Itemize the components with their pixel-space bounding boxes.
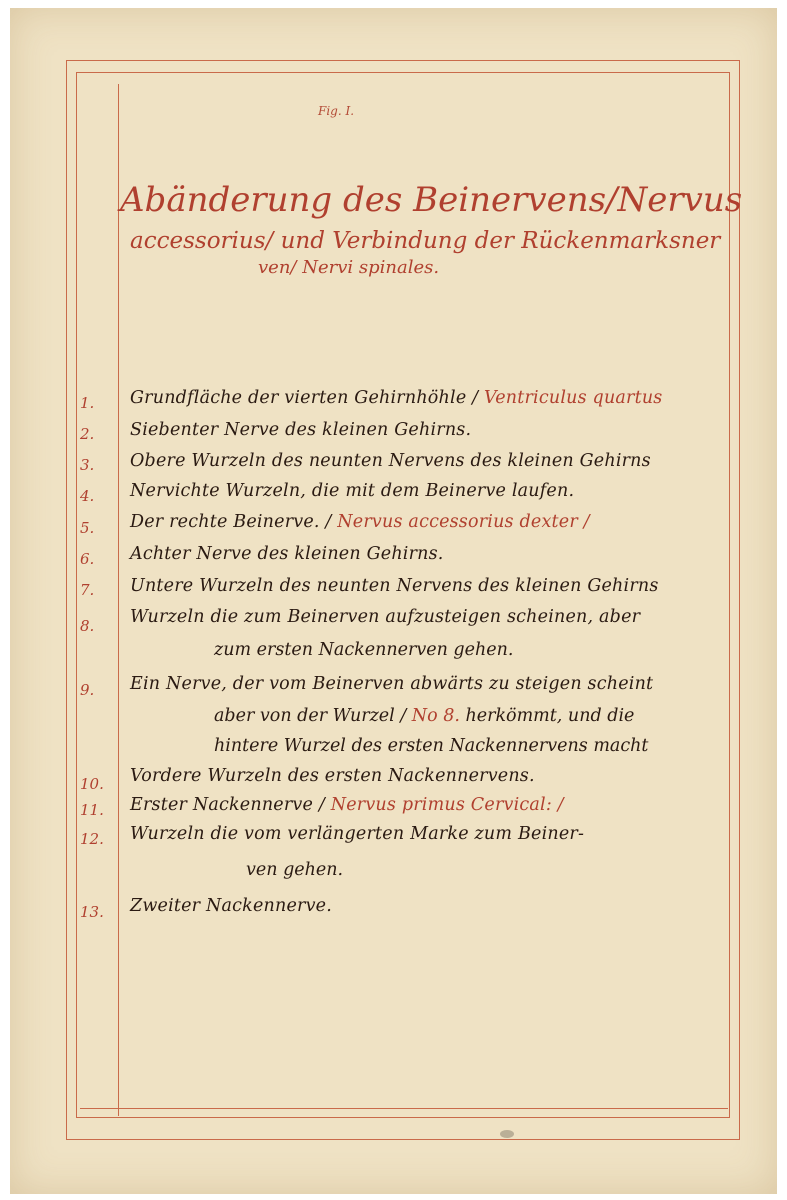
list-item-continuation: zum ersten Nackennerven gehen.	[214, 640, 514, 660]
item-number: 9.	[80, 681, 95, 699]
title-line-1: Abänderung des Beinervens/Nervus	[120, 180, 743, 220]
number-column-line	[118, 84, 119, 1116]
continuation-text: aber von der Wurzel /	[214, 706, 412, 726]
latin-term: Ventriculus quartus	[484, 388, 663, 408]
list-item: Nervichte Wurzeln, die mit dem Beinerve laufen.	[130, 481, 575, 501]
item-number: 6.	[80, 550, 95, 568]
item-number: 7.	[80, 581, 95, 599]
title-line-3: ven/ Nervi spinales.	[258, 257, 440, 278]
item-number: 4.	[80, 487, 95, 505]
list-item	[130, 388, 663, 408]
item-number: 8.	[80, 617, 95, 635]
item-number: 3.	[80, 456, 95, 474]
list-item: Wurzeln die zum Beinerven aufzusteigen scheinen, aber	[130, 607, 641, 627]
item-number: 2.	[80, 425, 95, 443]
list-item: Vordere Wurzeln des ersten Nackennervens.	[130, 766, 535, 786]
ink-smudge	[500, 1130, 514, 1138]
figure-label: Fig. I.	[318, 104, 355, 118]
item-number: 10.	[80, 775, 104, 793]
list-item: Wurzeln die vom verlängerten Marke zum Beiner-	[130, 824, 585, 844]
latin-term: Nervus primus Cervical: /	[330, 795, 564, 815]
list-item: Untere Wurzeln des neunten Nervens des kleinen Gehirns	[130, 576, 659, 596]
item-text: Der rechte Beinerve. /	[130, 512, 338, 532]
item-text: Grundfläche der vierten Gehirnhöhle /	[130, 388, 484, 408]
item-number: 13.	[80, 903, 104, 921]
continuation-text: herkömmt, und die	[459, 706, 635, 726]
list-item-continuation: ven gehen.	[246, 860, 344, 880]
latin-term: Nervus accessorius dexter /	[337, 512, 590, 532]
list-item	[130, 795, 564, 815]
list-item: Zweiter Nackennerve.	[130, 896, 332, 916]
item-text: Erster Nackennerve /	[130, 795, 331, 815]
bottom-rule	[80, 1108, 728, 1109]
item-number: 12.	[80, 830, 104, 848]
item-number: 11.	[80, 801, 104, 819]
list-item: Siebenter Nerve des kleinen Gehirns.	[130, 420, 472, 440]
item-number: 1.	[80, 394, 95, 412]
list-item: Ein Nerve, der vom Beinerven abwärts zu steigen scheint	[130, 674, 654, 694]
title-line-2: accessorius/ und Verbindung der Rückenmarksner	[130, 228, 721, 254]
list-item: Obere Wurzeln des neunten Nervens des kleinen Gehirns	[130, 451, 651, 471]
figure-reference: No 8.	[411, 706, 460, 726]
list-item	[130, 512, 590, 532]
item-number: 5.	[80, 519, 95, 537]
list-item-continuation	[214, 706, 634, 726]
list-item-continuation: hintere Wurzel des ersten Nackennervens macht	[214, 736, 649, 756]
list-item: Achter Nerve des kleinen Gehirns.	[130, 544, 444, 564]
